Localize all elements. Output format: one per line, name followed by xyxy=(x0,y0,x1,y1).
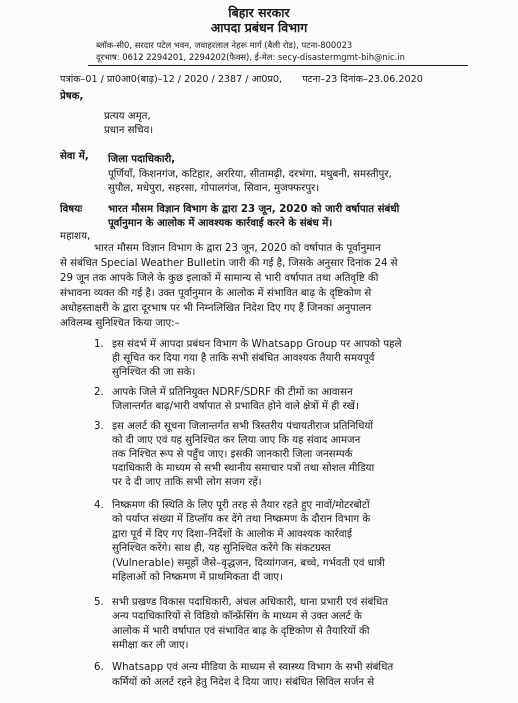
intro-line: संभावना व्यक्त की गई है। उक्त पूर्वानुमान के आलोक में संभावित बाढ़ के दृष्टिकोण से xyxy=(60,288,372,299)
item-line: पर दे दी जाए ताकि सभी लोग सजग रहें। xyxy=(112,477,262,488)
item-number: 5. xyxy=(94,597,104,608)
item-line: पदाधिकारी के माध्यम से सभी स्थानीय समाचार पत्रों तथा सोशल मीडिया xyxy=(112,463,375,474)
item-line: Whatsapp एवं अन्य मीडिया के माध्यम से स्वास्थ्य विभाग के सभी संबंधित xyxy=(112,662,394,673)
recipient-label: सेवा में, xyxy=(60,151,89,162)
item-line: सभी प्रखण्ड विकास पदाधिकारी, अंचल अधिकारी, थाना प्रभारी एवं संबंधित xyxy=(112,597,389,608)
item-line: सुनिश्चित करेंगे। साथ ही, यह सुनिश्चित करेंगे कि संकटग्रस्त xyxy=(112,543,331,554)
item-number: 6. xyxy=(94,662,104,673)
item-line: को पर्याप्त संख्या में डिप्लॉय कर देंगे तथा निष्क्रमण के दौरान विभाग के xyxy=(112,514,371,525)
subject-label: विषयः xyxy=(60,204,83,215)
reference-line xyxy=(60,73,423,87)
item-line: (Vulnerable) समूहों जैसे–वृद्धजन, दिव्यांगजन, बच्चे, गर्भवती एवं धात्री xyxy=(112,558,385,569)
recipient-districts-1: पूर्णियाँ, किशनगंज, कटिहार, अररिया, सीतामढ़ी, दरभंगा, मधुबनी, समस्तीपुर, xyxy=(108,169,392,180)
govt-title: बिहार सरकार xyxy=(228,5,290,20)
item-line: समीक्षा कर ली जाए। xyxy=(112,640,189,651)
sender-name: प्रत्यय अमृत, xyxy=(104,111,151,122)
sender-designation: प्रधान सचिव। xyxy=(104,125,154,136)
sender-label: प्रेषक, xyxy=(60,91,84,102)
item-line: ही सूचित कर दिया गया है ताकि सभी संबंधित आवश्यक तैयारी समयपूर्व xyxy=(112,353,375,364)
subject-line-2: पूर्वानुमान के आलोक में आवश्यक कार्रवाई करने के संबंध में। xyxy=(108,218,333,229)
item-line: आपके जिले में प्रतिनियुक्त NDRF/SDRF की टीमों का आवासन xyxy=(112,387,353,398)
item-line: द्वारा पूर्व में दिए गए दिशा–निर्देशों के आलोक में आवश्यक कार्रवाई xyxy=(112,529,353,540)
contact-text: दूरभाष: 0612 2294201, 2294202(फैक्स), ई-मेल: secy-disastermgmt-bih@nic.in xyxy=(96,52,405,62)
intro-line: अविलम्ब सुनिश्चित किया जाए:– xyxy=(60,318,180,329)
item-line: आलोक में भारी वर्षापात एवं संभावित बाढ़ के दृष्टिकोण से तैयारियों की xyxy=(112,626,370,637)
intro-line: 29 जून तक आपके जिले के कुछ इलाकों में सामान्य से भारी वर्षापात तथा अतिवृष्टि की xyxy=(60,273,379,284)
item-line: जिलान्तर्गत बाढ़/भारी वर्षापात से प्रभावित होने वाले क्षेत्रों में ही रखें। xyxy=(112,401,359,412)
address-line-2 xyxy=(96,52,405,63)
intro-line: से संबंधित Special Weather Bulletin जारी की गई है, जिसके अनुसार दिनांक 24 से xyxy=(60,258,398,269)
item-line: निष्क्रमण की स्थिति के लिए पूरी तरह से तैयार रहते हुए नावों/मोटरबोटों xyxy=(112,500,370,511)
item-number: 1. xyxy=(94,339,104,350)
item-line: महिलाओं को निष्क्रमण में प्राथमिकता दी जाए। xyxy=(112,572,283,583)
item-line: इस अलर्ट की सूचना जिलान्तर्गत सभी त्रिस्तरीय पंचायतीराज प्रतिनिधियों xyxy=(112,421,373,432)
header-divider xyxy=(88,65,468,66)
item-line: अन्य पदाधिकारियों से विडियो कॉन्फ्रेंसिंग के माध्यम से उक्त अलर्ट के xyxy=(112,611,362,622)
item-line: इस संदर्भ में आपदा प्रबंधन विभाग के Whatsapp Group पर आपको पहले xyxy=(112,339,402,350)
recipient-districts-2: सुपौल, मधेपुरा, सहरसा, गोपालगंज, सिवान, मुजफ्फरपुर। xyxy=(108,183,320,194)
patrank-number: पत्रांक–01 / प्रा0आ0(बाढ़)–12 / 2020 / 2387 / आ0प्र0, xyxy=(60,74,283,85)
item-line: को दी जाए एवं यह सुनिश्चित कर लिया जाए कि यह संवाद आमजन xyxy=(112,435,361,446)
item-number: 3. xyxy=(94,421,104,432)
item-number: 2. xyxy=(94,387,104,398)
intro-line: भारत मौसम विज्ञान विभाग के द्वारा 23 जून, 2020 को वर्षापात के पूर्वानुमान xyxy=(94,243,381,254)
letter-date: पटना–23 दिनांक–23.06.2020 xyxy=(302,74,423,85)
address-line-1: ब्लॉक-सी0, सरदार पटेल भवन, जवाहरलाल नेहरू मार्ग (बैली रोड), पटना-800023 xyxy=(96,40,353,50)
subject-line-1: भारत मौसम विज्ञान विभाग के द्वारा 23 जून, 2020 को जारी वर्षापात संबंधी xyxy=(108,204,400,215)
recipient-title: जिला पदाधिकारी, xyxy=(108,154,176,165)
dept-title: आपदा प्रबंधन विभाग xyxy=(210,20,308,35)
item-number: 4. xyxy=(94,500,104,511)
item-line: तक निश्चित रूप से पहुँच जाए। इसकी जानकारी जिला जनसम्पर्क xyxy=(112,449,353,460)
intro-line: अधोहस्ताक्षरी के द्वारा दूरभाष पर भी निम्नलिखित निदेश दिए गए हैं जिनका अनुपालन xyxy=(60,303,372,314)
item-line: कर्मियों को अलर्ट रहने हेतु निदेश दे दिया जाए। संबंधित सिविल सर्जन से xyxy=(112,677,375,688)
item-line: सुनिश्चित की जा सके। xyxy=(112,367,196,378)
salutation: महाशय, xyxy=(60,231,91,242)
